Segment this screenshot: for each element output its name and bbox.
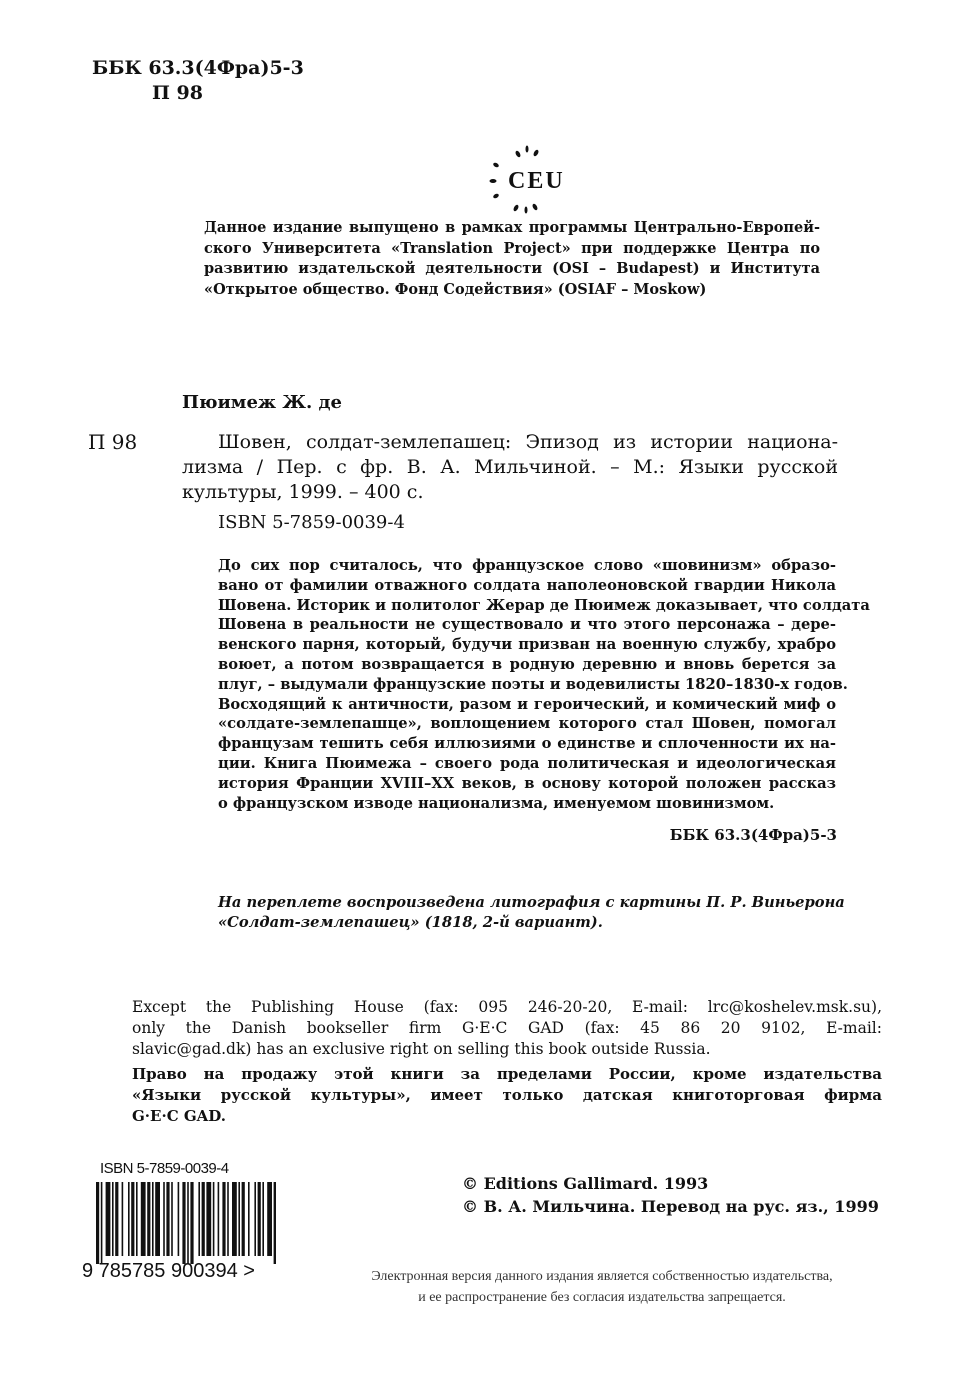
barcode-bar [238, 1182, 240, 1256]
barcode-bar [122, 1182, 124, 1256]
grant-line: «Открытое общество. Фонд Содействия» (OSIAF – Moskow) [204, 280, 707, 298]
barcode-bars-icon [96, 1182, 276, 1264]
ceu-logo-text: CEU [508, 168, 565, 194]
rights-english [132, 997, 882, 1060]
abstract-line: Восходящий к античности, разом и героический, и комический миф о [218, 695, 836, 713]
barcode-bar [128, 1182, 130, 1256]
barcode-bar [115, 1182, 118, 1256]
barcode-bar [222, 1182, 225, 1256]
isbn-barcode [82, 1160, 294, 1290]
bibliographic-description [182, 430, 838, 505]
bbk-header [92, 56, 304, 106]
abstract-line: история Франции XVIII–XX веков, в основу которой положен рассказ [218, 774, 836, 792]
barcode-bar [152, 1182, 154, 1256]
biblio-line: Шовен, солдат-землепашец: Эпизод из истории национа- [218, 431, 838, 453]
rights-russian [132, 1064, 882, 1127]
bbk-code: ББК 63.3(4Фра)5-3 [92, 57, 304, 79]
rights-line: Право на продажу этой книги за пределами России, кроме издательства [132, 1065, 882, 1083]
barcode-bar [112, 1182, 114, 1256]
barcode-bar [182, 1182, 185, 1264]
bbk-footer-code: ББК 63.3(4Фра)5-3 [669, 826, 837, 844]
barcode-bar [248, 1182, 250, 1256]
rights-line: «Языки русской культуры», имеет только датская книготорговая фирма [132, 1086, 882, 1104]
e-note-line: Электронная версия данного издания является собственностью издательства, [371, 1269, 833, 1284]
abstract-line: Шовена в реальности не существовало и что этого персонажа – дере- [218, 616, 836, 634]
abstract-line: До сих пор считалось, что французское слово «шовинизм» образо- [218, 557, 836, 574]
barcode-bar [163, 1182, 165, 1256]
ceu-logo [486, 140, 576, 220]
barcode-bar [274, 1182, 276, 1264]
barcode-bar [206, 1182, 211, 1256]
abstract-line: о французском изводе национализма, именуемом шовинизмом. [218, 794, 775, 812]
abstract-line: вано от фамилии отважного солдата наполеоновской гвардии Никола [218, 576, 836, 594]
barcode-bar [178, 1182, 180, 1256]
copyright-line: © В. А. Мильчина. Перевод на рус. яз., 1999 [462, 1197, 879, 1216]
e-note-line: и ее распространение без согласия издательства запрещается. [418, 1290, 786, 1305]
grant-note [204, 218, 820, 300]
biblio-line: культуры, 1999. – 400 с. [182, 481, 424, 503]
barcode-bar [136, 1182, 138, 1256]
barcode-bar [131, 1182, 134, 1256]
rights-line: slavic@gad.dk) has an exclusive right on selling this book outside Russia. [132, 1040, 711, 1058]
cover-note-line: «Солдат-землепашец» (1818, 2-й вариант). [218, 914, 603, 931]
barcode-bar [101, 1182, 103, 1264]
abstract-line: Шовена. Историк и политолог Жерар де Пюимеж доказывает, что солдата [218, 596, 870, 614]
barcode-bar [254, 1182, 256, 1256]
barcode-bar [262, 1182, 264, 1256]
author-heading: Пюимеж Ж. де [182, 392, 342, 413]
abstract-line: воюет, а потом возвращается в родную деревню и вновь берется за [218, 655, 836, 673]
abstract-line: «солдате-землепашце», воплощением которого стал Шовен, помогал [218, 715, 836, 733]
abstract-line: французам тешить себя иллюзиями о единстве и сплоченности их на- [218, 735, 836, 753]
barcode-bar [213, 1182, 215, 1256]
electronic-version-note [316, 1266, 888, 1308]
barcode-bar [106, 1182, 111, 1256]
grant-line: развитию издательской деятельности (OSI – Budapest) и Института [204, 260, 820, 277]
rights-line: only the Danish bookseller firm G·E·C GAD (fax: 45 86 20 9102, E-mail: [132, 1019, 882, 1037]
rights-line: G·E·C GAD. [132, 1107, 226, 1125]
barcode-bar [171, 1182, 173, 1256]
barcode-bar [202, 1182, 205, 1256]
rights-line: Except the Publishing House (fax: 095 246-20-20, E-mail: lrc@koshelev.msk.su), [132, 998, 882, 1016]
cover-note-line: На переплете воспроизведена литография с картины П. Р. Виньерона [218, 894, 845, 911]
grant-line: Данное издание выпущено в рамках программы Центрально-Европей- [204, 219, 820, 236]
barcode-isbn: ISBN 5-7859-0039-4 [100, 1160, 229, 1177]
abstract-line: плуг, – выдумали французские поэты и водевилисты 1820–1830-х годов. [218, 675, 848, 693]
barcode-bar [227, 1182, 229, 1256]
barcode-bar [155, 1182, 160, 1256]
copyright [462, 1172, 879, 1218]
author-mark: П 98 [152, 82, 203, 104]
copyright-line: © Editions Gallimard. 1993 [462, 1174, 709, 1193]
barcode-bar [218, 1182, 220, 1256]
barcode-bar [198, 1182, 200, 1256]
barcode-bar [190, 1182, 193, 1264]
abstract-line: ции. Книга Пюимежа – своего рода политическая и идеологическая [218, 754, 836, 772]
barcode-bar [232, 1182, 237, 1256]
isbn: ISBN 5-7859-0039-4 [218, 512, 405, 533]
barcode-bar [96, 1182, 99, 1264]
barcode-bar [242, 1182, 245, 1256]
barcode-bar [147, 1182, 150, 1256]
barcode-bar [267, 1182, 272, 1256]
grant-line: ского Университета «Translation Project» при поддержке Центра по [204, 239, 820, 257]
barcode-bar [141, 1182, 146, 1256]
barcode-digits: 9 785785 900394 > [82, 1260, 255, 1282]
barcode-bar [258, 1182, 261, 1256]
biblio-line: лизма / Пер. с фр. В. А. Мильчиной. – М.: Языки русской [182, 456, 838, 478]
catalog-code: П 98 [88, 430, 138, 454]
cover-note [218, 893, 845, 933]
barcode-bar [166, 1182, 169, 1256]
barcode-bar [187, 1182, 189, 1264]
abstract [218, 556, 870, 813]
abstract-line: венского парня, который, будучи призван на военную службу, храбро [218, 636, 836, 654]
